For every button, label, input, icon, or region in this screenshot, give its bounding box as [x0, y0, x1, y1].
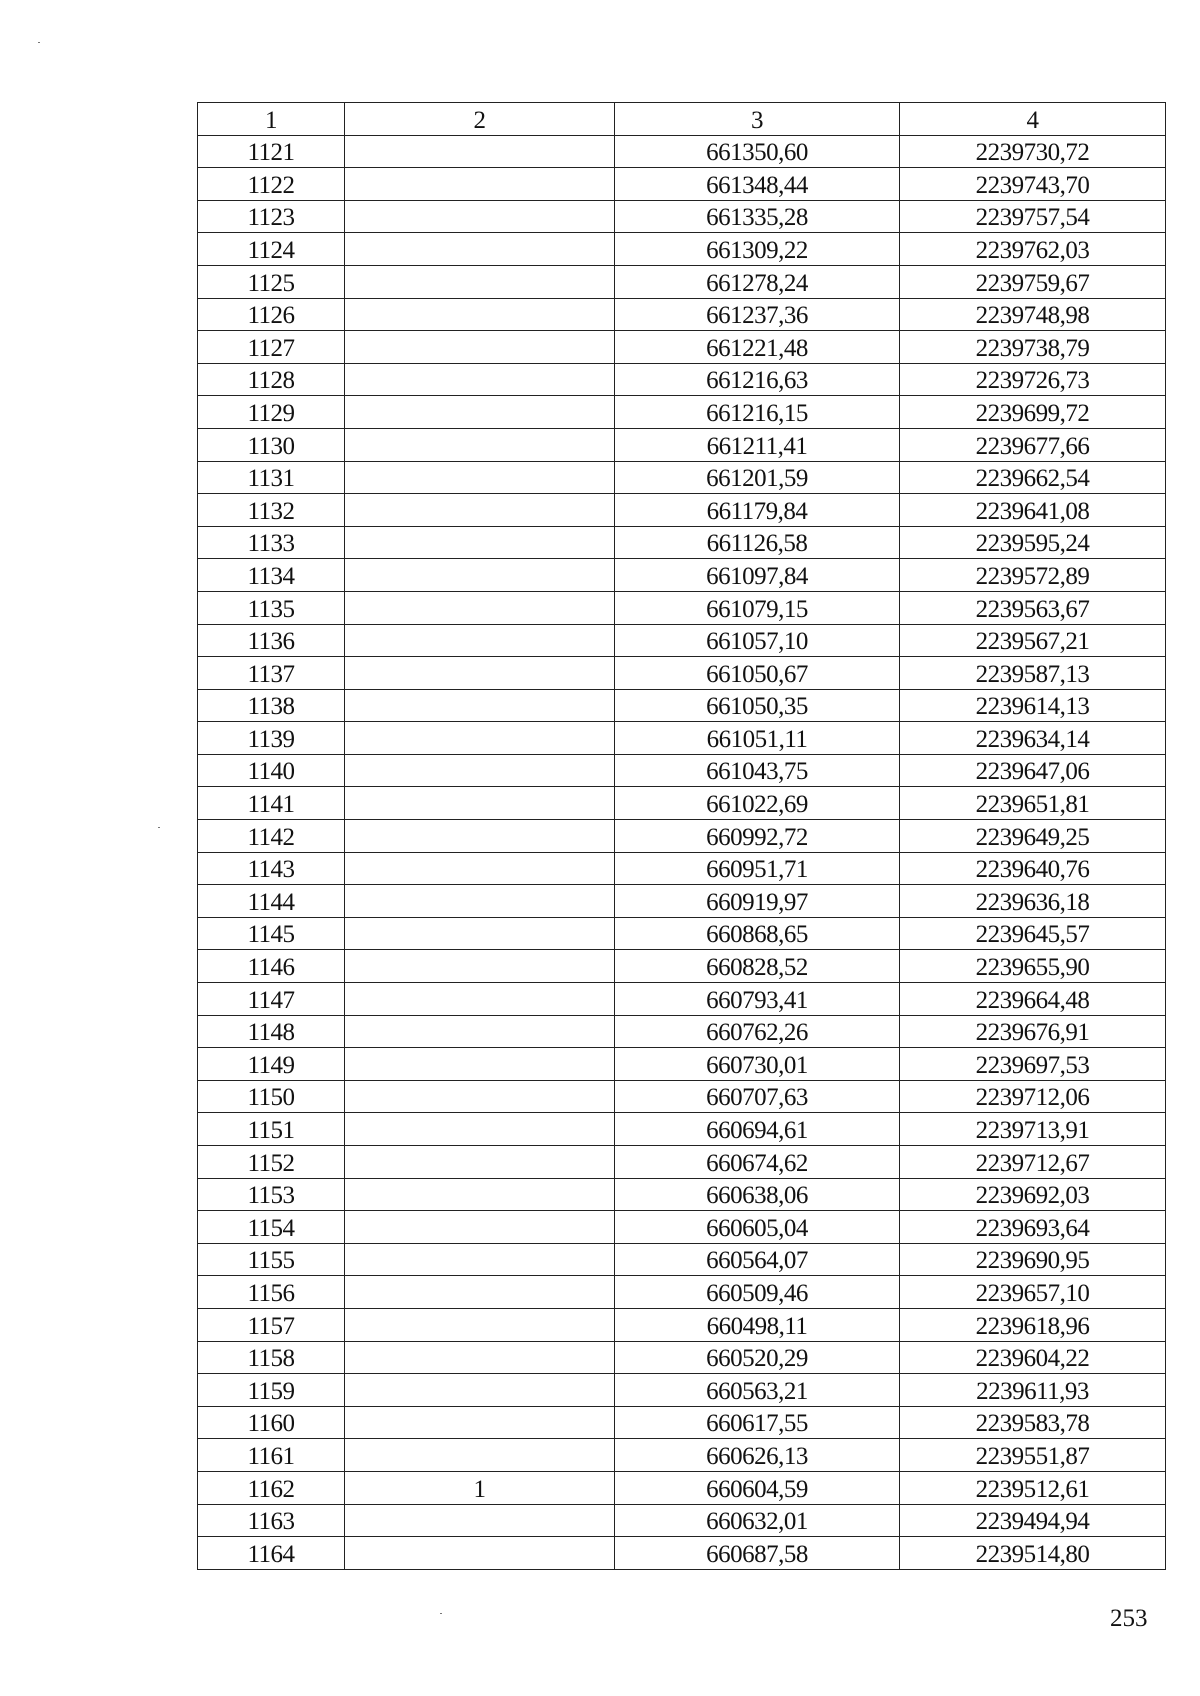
cell-x-coordinate: 660868,65: [615, 917, 900, 950]
table-row: [198, 298, 1166, 331]
cell-marker: [345, 1178, 615, 1211]
cell-marker: [345, 168, 615, 201]
cell-y-coordinate: 2239743,70: [900, 168, 1166, 201]
cell-point-number: 1142: [198, 820, 345, 853]
cell-marker: [345, 983, 615, 1016]
table-row: [198, 1308, 1166, 1341]
cell-marker: [345, 1211, 615, 1244]
cell-y-coordinate: 2239712,06: [900, 1080, 1166, 1113]
cell-y-coordinate: 2239641,08: [900, 494, 1166, 527]
table-row: [198, 591, 1166, 624]
table-row: [198, 852, 1166, 885]
table-row: [198, 428, 1166, 461]
cell-marker: [345, 1504, 615, 1537]
cell-y-coordinate: 2239595,24: [900, 526, 1166, 559]
cell-point-number: 1154: [198, 1211, 345, 1244]
cell-y-coordinate: 2239759,67: [900, 265, 1166, 298]
table-row: [198, 950, 1166, 983]
cell-x-coordinate: 661022,69: [615, 787, 900, 820]
cell-x-coordinate: 660520,29: [615, 1341, 900, 1374]
cell-y-coordinate: 2239634,14: [900, 722, 1166, 755]
cell-y-coordinate: 2239692,03: [900, 1178, 1166, 1211]
cell-marker: [345, 331, 615, 364]
cell-marker: 1: [345, 1471, 615, 1504]
table-row: [198, 1113, 1166, 1146]
cell-point-number: 1145: [198, 917, 345, 950]
cell-x-coordinate: 660694,61: [615, 1113, 900, 1146]
table-row: [198, 657, 1166, 690]
table-row: [198, 265, 1166, 298]
table-row: [198, 461, 1166, 494]
cell-point-number: 1121: [198, 135, 345, 168]
cell-x-coordinate: 660564,07: [615, 1243, 900, 1276]
cell-y-coordinate: 2239748,98: [900, 298, 1166, 331]
cell-y-coordinate: 2239567,21: [900, 624, 1166, 657]
table-row: [198, 1439, 1166, 1472]
cell-x-coordinate: 661309,22: [615, 233, 900, 266]
cell-point-number: 1155: [198, 1243, 345, 1276]
cell-y-coordinate: 2239611,93: [900, 1374, 1166, 1407]
cell-point-number: 1140: [198, 754, 345, 787]
cell-y-coordinate: 2239697,53: [900, 1048, 1166, 1081]
cell-x-coordinate: 660951,71: [615, 852, 900, 885]
cell-point-number: 1123: [198, 200, 345, 233]
cell-y-coordinate: 2239677,66: [900, 428, 1166, 461]
cell-x-coordinate: 660498,11: [615, 1308, 900, 1341]
cell-x-coordinate: 661335,28: [615, 200, 900, 233]
cell-point-number: 1132: [198, 494, 345, 527]
cell-y-coordinate: 2239649,25: [900, 820, 1166, 853]
cell-marker: [345, 461, 615, 494]
cell-point-number: 1161: [198, 1439, 345, 1472]
cell-y-coordinate: 2239587,13: [900, 657, 1166, 690]
table-row: [198, 494, 1166, 527]
cell-point-number: 1131: [198, 461, 345, 494]
cell-point-number: 1128: [198, 363, 345, 396]
cell-marker: [345, 787, 615, 820]
cell-x-coordinate: 660793,41: [615, 983, 900, 1016]
cell-y-coordinate: 2239757,54: [900, 200, 1166, 233]
table-row: [198, 983, 1166, 1016]
table-row: [198, 1178, 1166, 1211]
table-row: [198, 1211, 1166, 1244]
cell-y-coordinate: 2239604,22: [900, 1341, 1166, 1374]
column-header-3: 3: [615, 103, 900, 136]
cell-marker: [345, 754, 615, 787]
cell-point-number: 1148: [198, 1015, 345, 1048]
table-row: [198, 526, 1166, 559]
cell-marker: [345, 1015, 615, 1048]
cell-marker: [345, 852, 615, 885]
cell-y-coordinate: 2239712,67: [900, 1146, 1166, 1179]
cell-y-coordinate: 2239664,48: [900, 983, 1166, 1016]
cell-x-coordinate: 660992,72: [615, 820, 900, 853]
page-number: 253: [1110, 1605, 1148, 1632]
cell-point-number: 1149: [198, 1048, 345, 1081]
cell-x-coordinate: 660605,04: [615, 1211, 900, 1244]
table-row: [198, 559, 1166, 592]
cell-x-coordinate: 661221,48: [615, 331, 900, 364]
cell-point-number: 1153: [198, 1178, 345, 1211]
cell-x-coordinate: 661126,58: [615, 526, 900, 559]
cell-point-number: 1160: [198, 1406, 345, 1439]
cell-x-coordinate: 660638,06: [615, 1178, 900, 1211]
cell-x-coordinate: 660563,21: [615, 1374, 900, 1407]
cell-x-coordinate: 661348,44: [615, 168, 900, 201]
cell-marker: [345, 1537, 615, 1570]
cell-marker: [345, 1341, 615, 1374]
cell-marker: [345, 820, 615, 853]
cell-marker: [345, 1243, 615, 1276]
cell-y-coordinate: 2239690,95: [900, 1243, 1166, 1276]
cell-marker: [345, 624, 615, 657]
cell-x-coordinate: 660632,01: [615, 1504, 900, 1537]
cell-y-coordinate: 2239655,90: [900, 950, 1166, 983]
cell-marker: [345, 428, 615, 461]
cell-y-coordinate: 2239713,91: [900, 1113, 1166, 1146]
scan-speck: [38, 42, 40, 43]
cell-marker: [345, 298, 615, 331]
cell-point-number: 1141: [198, 787, 345, 820]
table-row: [198, 363, 1166, 396]
cell-marker: [345, 1113, 615, 1146]
cell-x-coordinate: 661237,36: [615, 298, 900, 331]
cell-y-coordinate: 2239640,76: [900, 852, 1166, 885]
table-row: [198, 135, 1166, 168]
cell-x-coordinate: 661079,15: [615, 591, 900, 624]
coordinates-table: [197, 102, 1166, 1570]
cell-point-number: 1146: [198, 950, 345, 983]
table-row: [198, 233, 1166, 266]
scan-speck: [158, 827, 160, 828]
cell-y-coordinate: 2239572,89: [900, 559, 1166, 592]
cell-point-number: 1126: [198, 298, 345, 331]
table-body: [198, 135, 1166, 1569]
cell-x-coordinate: 660707,63: [615, 1080, 900, 1113]
cell-point-number: 1136: [198, 624, 345, 657]
cell-x-coordinate: 661097,84: [615, 559, 900, 592]
table-row: [198, 1374, 1166, 1407]
cell-y-coordinate: 2239645,57: [900, 917, 1166, 950]
cell-point-number: 1139: [198, 722, 345, 755]
cell-x-coordinate: 660687,58: [615, 1537, 900, 1570]
table-row: [198, 917, 1166, 950]
cell-point-number: 1152: [198, 1146, 345, 1179]
scan-speck: [440, 1613, 442, 1614]
cell-x-coordinate: 661211,41: [615, 428, 900, 461]
cell-x-coordinate: 661216,15: [615, 396, 900, 429]
cell-point-number: 1137: [198, 657, 345, 690]
cell-marker: [345, 265, 615, 298]
cell-x-coordinate: 661278,24: [615, 265, 900, 298]
cell-y-coordinate: 2239676,91: [900, 1015, 1166, 1048]
table-row: [198, 624, 1166, 657]
table-row: [198, 200, 1166, 233]
table-row: [198, 722, 1166, 755]
cell-marker: [345, 1080, 615, 1113]
table-row: [198, 1406, 1166, 1439]
table-row: [198, 885, 1166, 918]
cell-marker: [345, 885, 615, 918]
cell-x-coordinate: 660828,52: [615, 950, 900, 983]
cell-x-coordinate: 660762,26: [615, 1015, 900, 1048]
cell-marker: [345, 657, 615, 690]
table-row: [198, 396, 1166, 429]
cell-marker: [345, 559, 615, 592]
cell-marker: [345, 526, 615, 559]
cell-x-coordinate: 660509,46: [615, 1276, 900, 1309]
column-header-1: 1: [198, 103, 345, 136]
cell-y-coordinate: 2239618,96: [900, 1308, 1166, 1341]
cell-point-number: 1150: [198, 1080, 345, 1113]
cell-point-number: 1147: [198, 983, 345, 1016]
cell-y-coordinate: 2239563,67: [900, 591, 1166, 624]
cell-x-coordinate: 660604,59: [615, 1471, 900, 1504]
cell-marker: [345, 1048, 615, 1081]
cell-marker: [345, 363, 615, 396]
cell-x-coordinate: 661057,10: [615, 624, 900, 657]
cell-y-coordinate: 2239699,72: [900, 396, 1166, 429]
cell-y-coordinate: 2239662,54: [900, 461, 1166, 494]
cell-marker: [345, 1406, 615, 1439]
cell-point-number: 1135: [198, 591, 345, 624]
table-row: [198, 1471, 1166, 1504]
cell-y-coordinate: 2239762,03: [900, 233, 1166, 266]
cell-y-coordinate: 2239693,64: [900, 1211, 1166, 1244]
table-header: [198, 103, 1166, 136]
table-row: [198, 1504, 1166, 1537]
cell-x-coordinate: 661216,63: [615, 363, 900, 396]
cell-point-number: 1125: [198, 265, 345, 298]
cell-y-coordinate: 2239514,80: [900, 1537, 1166, 1570]
cell-point-number: 1127: [198, 331, 345, 364]
table-row: [198, 754, 1166, 787]
cell-point-number: 1164: [198, 1537, 345, 1570]
cell-x-coordinate: 660617,55: [615, 1406, 900, 1439]
table-row: [198, 1243, 1166, 1276]
cell-point-number: 1159: [198, 1374, 345, 1407]
cell-point-number: 1162: [198, 1471, 345, 1504]
cell-point-number: 1138: [198, 689, 345, 722]
cell-y-coordinate: 2239614,13: [900, 689, 1166, 722]
table-row: [198, 689, 1166, 722]
table-row: [198, 1146, 1166, 1179]
cell-marker: [345, 135, 615, 168]
cell-marker: [345, 233, 615, 266]
cell-y-coordinate: 2239738,79: [900, 331, 1166, 364]
cell-x-coordinate: 661043,75: [615, 754, 900, 787]
cell-x-coordinate: 660626,13: [615, 1439, 900, 1472]
cell-point-number: 1158: [198, 1341, 345, 1374]
table-row: [198, 1537, 1166, 1570]
cell-point-number: 1130: [198, 428, 345, 461]
table-row: [198, 1341, 1166, 1374]
column-header-2: 2: [345, 103, 615, 136]
table-row: [198, 820, 1166, 853]
table-row: [198, 1080, 1166, 1113]
cell-x-coordinate: 661050,35: [615, 689, 900, 722]
cell-point-number: 1143: [198, 852, 345, 885]
cell-marker: [345, 1374, 615, 1407]
cell-x-coordinate: 660730,01: [615, 1048, 900, 1081]
cell-point-number: 1133: [198, 526, 345, 559]
cell-marker: [345, 200, 615, 233]
cell-point-number: 1122: [198, 168, 345, 201]
cell-point-number: 1157: [198, 1308, 345, 1341]
cell-x-coordinate: 661051,11: [615, 722, 900, 755]
table-row: [198, 331, 1166, 364]
table-row: [198, 1015, 1166, 1048]
cell-marker: [345, 1439, 615, 1472]
cell-point-number: 1129: [198, 396, 345, 429]
cell-marker: [345, 591, 615, 624]
cell-x-coordinate: 660674,62: [615, 1146, 900, 1179]
cell-marker: [345, 950, 615, 983]
cell-y-coordinate: 2239636,18: [900, 885, 1166, 918]
cell-y-coordinate: 2239583,78: [900, 1406, 1166, 1439]
cell-marker: [345, 917, 615, 950]
cell-y-coordinate: 2239657,10: [900, 1276, 1166, 1309]
cell-y-coordinate: 2239512,61: [900, 1471, 1166, 1504]
cell-marker: [345, 689, 615, 722]
table-row: [198, 1276, 1166, 1309]
cell-marker: [345, 1146, 615, 1179]
cell-marker: [345, 494, 615, 527]
cell-point-number: 1156: [198, 1276, 345, 1309]
cell-y-coordinate: 2239647,06: [900, 754, 1166, 787]
table-row: [198, 168, 1166, 201]
cell-y-coordinate: 2239651,81: [900, 787, 1166, 820]
cell-y-coordinate: 2239551,87: [900, 1439, 1166, 1472]
cell-point-number: 1163: [198, 1504, 345, 1537]
cell-point-number: 1134: [198, 559, 345, 592]
header-row: [198, 103, 1166, 136]
cell-marker: [345, 1308, 615, 1341]
cell-marker: [345, 396, 615, 429]
cell-x-coordinate: 661179,84: [615, 494, 900, 527]
cell-point-number: 1144: [198, 885, 345, 918]
cell-x-coordinate: 660919,97: [615, 885, 900, 918]
table-row: [198, 787, 1166, 820]
cell-y-coordinate: 2239494,94: [900, 1504, 1166, 1537]
cell-point-number: 1124: [198, 233, 345, 266]
cell-marker: [345, 722, 615, 755]
cell-x-coordinate: 661201,59: [615, 461, 900, 494]
column-header-4: 4: [900, 103, 1166, 136]
cell-x-coordinate: 661350,60: [615, 135, 900, 168]
cell-y-coordinate: 2239726,73: [900, 363, 1166, 396]
cell-point-number: 1151: [198, 1113, 345, 1146]
cell-marker: [345, 1276, 615, 1309]
cell-y-coordinate: 2239730,72: [900, 135, 1166, 168]
table-row: [198, 1048, 1166, 1081]
cell-x-coordinate: 661050,67: [615, 657, 900, 690]
